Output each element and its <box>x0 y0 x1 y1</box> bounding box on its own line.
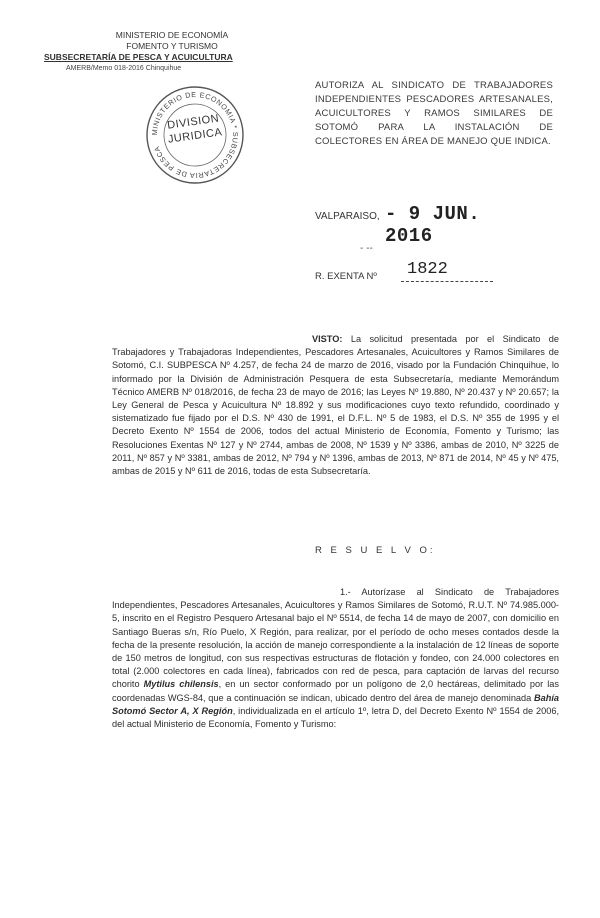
exenta-number: 1822 <box>407 260 448 279</box>
place-date-line <box>315 203 515 247</box>
res1-part3: , individualizada en el artículo 1º, letra D, del Decreto Exento Nº 1554 de 2006, del actual Ministerio de Economía, Fomento y Turismo: <box>112 705 560 730</box>
visto-lead: VISTO: <box>312 334 343 344</box>
stamp-juridica-label: JURIDICA <box>167 126 224 146</box>
area-name: Bahía Sotomó Sector A, X Región <box>112 692 559 716</box>
exenta-line <box>315 260 495 285</box>
stamp-ring-text: MINISTERIO DE ECONOMIA * SUBSECRETARIA DE PESCA <box>149 89 241 181</box>
exenta-label: R. EXENTA Nº <box>315 271 377 282</box>
resuelvo-heading: R E S U E L V O: <box>315 545 436 556</box>
ministry-header <box>44 30 272 74</box>
resolution-item-1 <box>112 586 559 731</box>
dash-mark: - -- <box>360 243 373 254</box>
exenta-underline <box>401 281 493 282</box>
res1-part2: , en un sector conformado por un polígono de 2,0 hectáreas, delimitado por las coordenadas WGS-84, que a continuación se indican, ubicado dentro del área de manejo denominada <box>112 679 559 703</box>
place-label: VALPARAISO, <box>315 211 380 222</box>
visto-text: La solicitud presentada por el Sindicato de Trabajadores y Trabajadoras Independientes, Pescadores Artesanales, Acuicultores y Ramos Similares de Sotomó, C.I. SUBPESCA Nº 4.257, de fecha 24 de marzo de 2016, visado por la Fundación Chinquihue, lo informado por la División de Administración Pesquera de esta Subsecretaría, mediante Memorándum Técnico AMERB Nº 018/2016, de fecha 23 de mayo de 2016; las Leyes Nº 19.880, Nº 20.437 y Nº 20.657; la Ley General de Pesca y Acuicultura Nº 18.892 y sus modificaciones cuyo texto refundido, coordinado y sistematizado fue fijado por el D.S. Nº 430 de 1991, el D.F.L. Nº 5 de 1983, el D.S. Nº 355 de 1995 y el Decreto Exento Nº 1554 de 2006, todos del actual Ministerio de Economía, Fomento y Turismo; las Resoluciones Exentas Nº 127 y Nº 2744, ambas de 2008, Nº 1539 y Nº 3386, ambas de 2010, Nº 3225 de 2011, Nº 857 y Nº 3381, ambas de 2012, Nº 794 y Nº 1396, ambas de 2013, Nº 871 de 2014, Nº 45 y Nº 475, ambas de 2015 y Nº 611 de 2016, todas de esta Subsecretaría. <box>112 334 559 477</box>
resolution-summary: AUTORIZA AL SINDICATO DE TRABAJADORES INDEPENDIENTES PESCADORES ARTESANALES, ACUICULTORES Y RAMOS SIMILARES DE SOTOMÓ PARA LA INSTALACIÓN DE COLECTORES EN ÁREA DE MANEJO QUE INDICA. <box>315 80 553 147</box>
res1-part1: 1.- Autorízase al Sindicato de Trabajadores Independientes, Pescadores Artesanales, Acuicultores y Ramos Similares de Sotomó, R.U.T. Nº 74.985.000-5, inscrito en el Registro Pesquero Artesanal bajo el Nº 5514, de fecha 14 de mayo de 2007, con domicilio en Santiago Bueras s/n, Río Puelo, X Región, para realizar, por el período de ocho meses contados desde la fecha de la presente resolución, la acción de manejo correspondiente a la instalación de 12 líneas de soporte de 150 metros de longitud, con sus respectivas estructuras de flotación y fondeo, con 24.000 colectores en total (2.000 colectores en cada línea), fabricados con red de pesca, para captación de larvas del recurso chorito <box>112 587 559 690</box>
ministry-name: MINISTERIO DE ECONOMÍA <box>115 30 229 40</box>
species-name: Mytilus chilensis <box>143 679 219 690</box>
stamp-division-label: DIVISION <box>166 112 220 132</box>
date-stamp: - 9 JUN. 2016 <box>385 203 481 247</box>
visto-paragraph <box>112 333 559 478</box>
division-juridica-stamp <box>137 77 252 192</box>
subsecretaria-name: SUBSECRETARÍA DE PESCA Y ACUICULTURA <box>44 52 233 62</box>
memo-reference: AMERB/Memo 018-2016 Chinquihue <box>66 65 182 72</box>
ministry-subtitle: FOMENTO Y TURISMO <box>126 41 218 51</box>
